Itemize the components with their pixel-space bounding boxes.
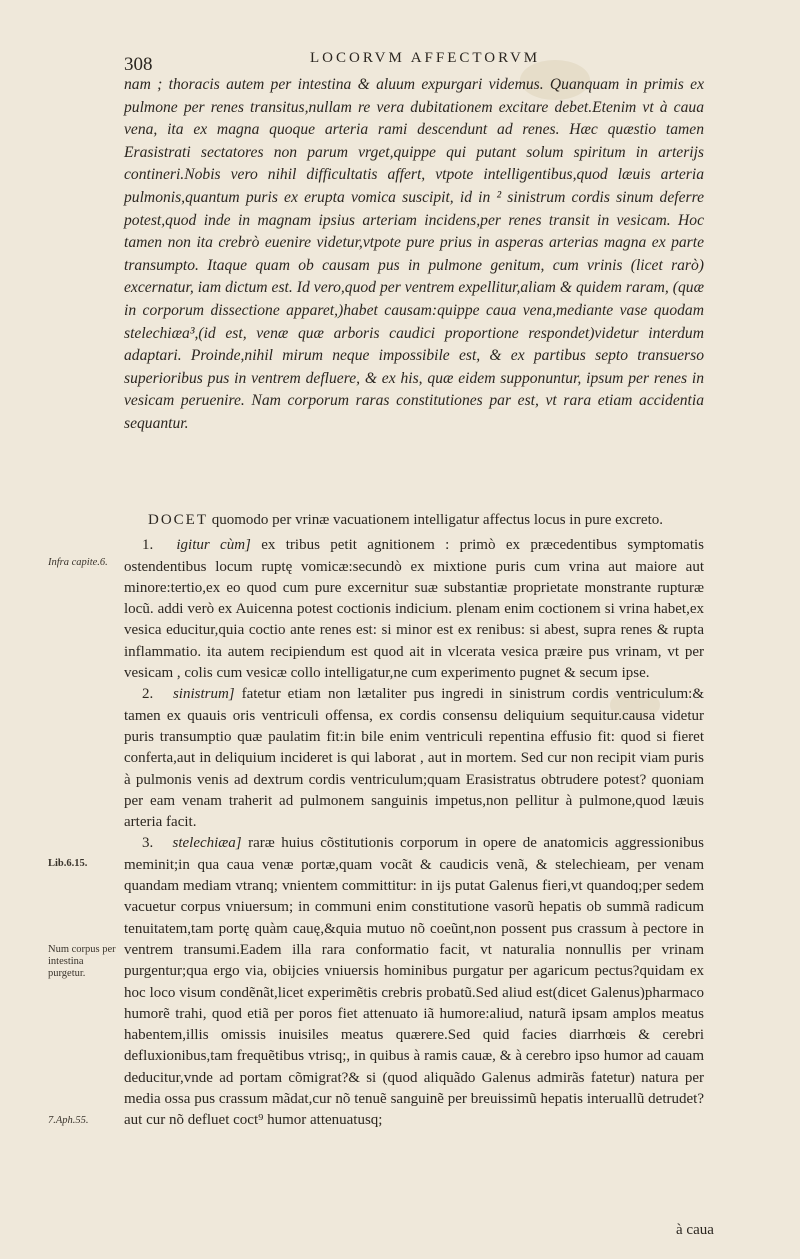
margin-note: Num corpus per intestina purgetur.: [48, 944, 116, 979]
note-number: 3.: [142, 835, 154, 852]
page-number: 308: [124, 54, 153, 75]
margin-note: Lib.6.15.: [48, 858, 88, 869]
docet-lead: DOCET: [148, 512, 208, 528]
note-number: 2.: [142, 686, 154, 703]
note-text: raræ huius cõstitutionis corporum in opere de anatomicis aggressionibus meminit;in qua caua venæ portæ,quam vocãt & caudicis venã, & stelechieam, per venam quandam mediam vtranq; vnientem committitur: in ijs putat Galenus fieri,vt quandoq;per sedem vacuetur corpus vniuersum; in communi enim constitutione vasorũ hepatis ob summã radicum tenuitatem,tam portę quàm cauę,&quia mutuo nõ coeũnt,non possent pus crassum à pectore in ventrem transumi.Eadem illa rara conformatio facit, vt naturalia nonnullis per vrinam purgentur;qua ergo via, obijcies vniuersis hominibus purgatur per agaricum pectus?quidam ex hoc loco visum condẽnãt,licet experimẽtis crebris probatũ.Sed aliud est(dicet Galenus)pharmaco humorẽ trahi, quod etiã per poros fiet attenuato iã humore:aliud, naturã ipsam amplos meatus habentem,illis omissis inuisiles meatus quærere.Sed quid facies diarrhœis & cerebri defluxionibus,tam frequẽtibus vtrisq;, in quibus à ramis cauæ, & à cerebro ipso humor ad cauam deducitur,vnde ad portam cõmigrat?& si (quod aliquãdo Galenus admirãs fatetur) natura per media ossa pus crassum mãdat,cur nõ tenuẽ sanguinẽ per breuissimũ hepatis interuallũ detrudet?aut cur nõ defluet coct⁹ humor attenuatusq;: [124, 835, 705, 1129]
note-text: ex tribus petit agnitionem : primò ex præcedentibus symptomatis ostendentibus locum ruptę vomicæ:secundò ex mixtione puris cum vrina aut maiore aut minore:tertio,ex eo quod cum pure excernitur suæ substantiæ proprietate monstrante rupturæ locũ. addi verò ex Auicenna potest coctionis indicium. plenam enim coctionem si vrina habet,ex vesica educitur,quia coctio ante renes est: si minor est ex renibus: si abest, supra renes & rupta inflammatio. ita autem recipiendum est quod ait in vlcerata vesica præire pus vrinam, vt per vesicam , colis cum vesicæ collo intelligatur,ne cum experimento pugnet & secum ipse.: [124, 537, 705, 682]
note-number: 1.: [142, 537, 154, 554]
note-lemma: stelechiæa]: [172, 835, 242, 852]
note-lemma: sinistrum]: [172, 686, 235, 703]
notes-block: [124, 510, 704, 1132]
docet-text: quomodo per vrinæ vacuationem intelligatur affectus locus in pure excreto.: [211, 512, 664, 528]
note-3: [124, 833, 704, 1131]
catchword: à caua: [676, 1222, 714, 1238]
running-head: LOCORVM AFFECTORVM: [310, 50, 541, 66]
commentary-block: [124, 74, 704, 436]
docet-paragraph: [124, 510, 704, 531]
page-header: [0, 44, 800, 74]
note-1: [124, 535, 704, 684]
commentary-paragraph: nam ; thoracis autem per intestina & aluum expurgari videmus. Quanquam in primis ex pulmone per renes transitus,nullam re vera dubitationem excitare debet.Etenim vt à caua vena, ita ex magna quoque arteria rami descendunt ad renes. Hæc quæstio tamen Erasistrati sectatores non parum vrget,quippe qui putant solum spiritum in arterijs contineri.Nobis vero nihil difficultatis affert, vtpote intelligentibus,quod læuis arteria pulmonis,quantum puris ex erupta vomica suscipit, id in ² sinistrum cordis sinum deferre potest,quod inde in magnam ipsius arteriam incidens,per renes transit in vesicam. Hoc tamen non ita crebrò euenire videtur,vtpote pure prius in asperas arterias magna ex parte transumpto. Itaque quam ob causam pus in pulmone genitum, cum vrinis (licet rarò) excernatur, iam dictum est. Id vero,quod per ventrem expellitur,aliam & quidem raram, (quæ in corporum dissectione apparet,)habet causam:quippe caua vena,mediante vase quodam stelechiæa³,(id est, venæ quæ arboris caudici proportione respondet)videtur interdum adaptari. Proinde,nihil mirum neque impossibile est, & ex partibus septo transuerso superioribus pus in ventrem defluere, & ex his, quæ eidem supponuntur, ipsum per renes in vesicam peruenire. Nam corporum raras constitutiones par est, vt rara etiam accidentia sequantur.: [124, 76, 704, 432]
note-2: [124, 684, 704, 833]
note-text: fatetur etiam non lætaliter pus ingredi in sinistrum cordis ventriculum:& tamen ex quauis oris ventriculi offensa, ex cordis consensu deliquium sequitur.causa videtur puris transumptio quæ paulatim fit:in bile enim ventriculi repentina effusio fit: quod si fieret conferta,aut in deliquium incideret is qui laborat , aut in mortem. Sed cur non recipit viam puris à pulmonis venis ad dextrum cordis ventriculum;quam Erasistratus obtrudere potest? quoniam per eam venam traherit ad pulmonem sanguinis impetus,non pellitur à pulmone,quod læuis arteria facit.: [124, 686, 705, 831]
margin-note: 7.Aph.55.: [48, 1115, 89, 1126]
margin-note: Infra capite.6.: [48, 557, 108, 568]
note-lemma: igitur cùm]: [176, 537, 251, 554]
